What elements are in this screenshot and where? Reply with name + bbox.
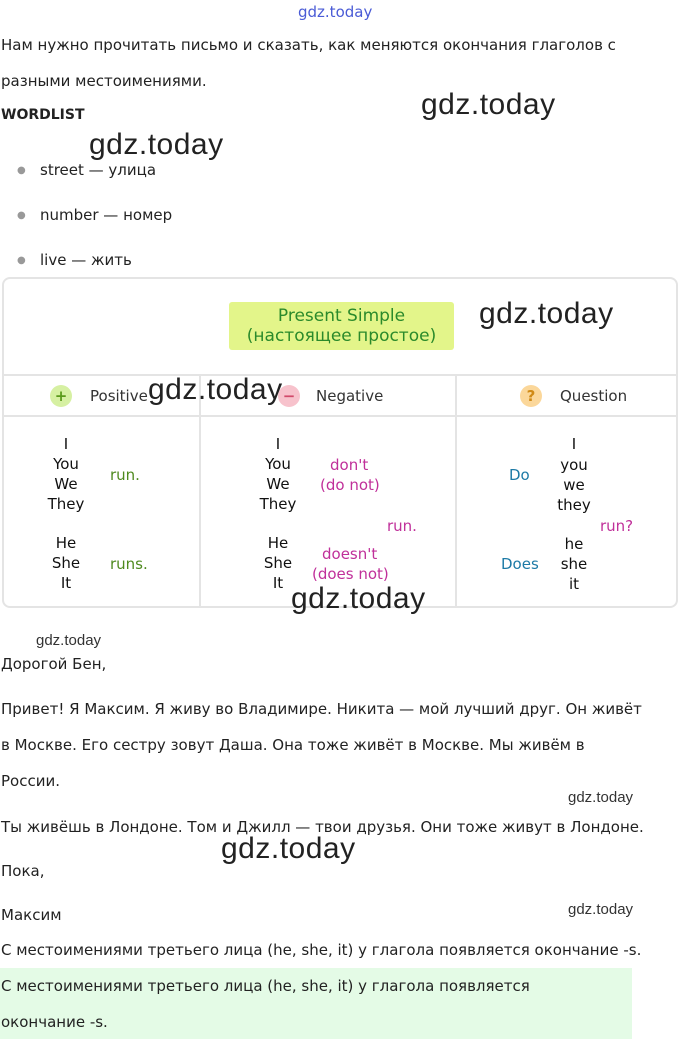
watermark: gdz.today bbox=[148, 373, 283, 406]
watermark: gdz.today bbox=[36, 632, 102, 649]
answer-highlight-line-1: С местоимениями третьего лица (he, she, it) у глагола появляется bbox=[1, 977, 530, 995]
divider bbox=[4, 374, 676, 376]
wordlist-item: street — улица bbox=[40, 161, 157, 179]
positive-verb: run. bbox=[110, 466, 140, 484]
wordlist-item: number — номер bbox=[40, 206, 173, 224]
pronoun: it bbox=[568, 575, 580, 593]
watermark: gdz.today bbox=[291, 582, 426, 615]
plus-icon: + bbox=[50, 385, 72, 407]
negative-auxiliary-s-full: (does not) bbox=[312, 565, 389, 583]
pronoun: they bbox=[557, 496, 591, 514]
negative-auxiliary-full: (do not) bbox=[320, 476, 380, 494]
pronoun: They bbox=[47, 495, 85, 513]
negative-auxiliary: don't bbox=[330, 456, 369, 474]
question-auxiliary: Do bbox=[509, 466, 530, 484]
pronoun: You bbox=[265, 455, 291, 473]
pronoun: She bbox=[51, 554, 81, 572]
pronoun: We bbox=[54, 475, 78, 493]
answer-highlight bbox=[0, 968, 632, 1039]
letter-signature: Максим bbox=[1, 906, 62, 924]
minus-icon: − bbox=[278, 385, 300, 407]
letter-greeting: Дорогой Бен, bbox=[1, 655, 107, 673]
watermark: gdz.today bbox=[568, 901, 634, 918]
answer-highlight-line-2: окончание -s. bbox=[1, 1013, 108, 1031]
grammar-title-line-2: (настоящее простое) bbox=[246, 326, 437, 346]
pronoun: I bbox=[275, 435, 281, 453]
pronoun: he bbox=[564, 535, 584, 553]
answer-text: С местоимениями третьего лица (he, she, it) у глагола появляется окончание -s. bbox=[1, 941, 642, 959]
divider bbox=[455, 375, 457, 608]
pronoun: He bbox=[267, 534, 289, 552]
wordlist-item: live — жить bbox=[40, 251, 132, 269]
letter-line: Привет! Я Максим. Я живу во Владимире. Никита — мой лучший друг. Он живёт bbox=[1, 700, 642, 718]
letter-line: Ты живёшь в Лондоне. Том и Джилл — твои друзья. Они тоже живут в Лондоне. bbox=[1, 818, 644, 836]
wordlist-heading: WORDLIST bbox=[1, 107, 85, 123]
watermark: gdz.today bbox=[479, 297, 614, 330]
pronoun: We bbox=[266, 475, 290, 493]
watermark-top: gdz.today bbox=[298, 3, 373, 21]
question-auxiliary-s: Does bbox=[501, 555, 539, 573]
letter-line: в Москве. Его сестру зовут Даша. Она тоже живёт в Москве. Мы живём в bbox=[1, 736, 585, 754]
intro-line-1: Нам нужно прочитать письмо и сказать, как меняются окончания глаголов с bbox=[1, 36, 616, 54]
watermark: gdz.today bbox=[89, 128, 224, 161]
pronoun: she bbox=[560, 555, 588, 573]
pronoun: you bbox=[560, 456, 588, 474]
grammar-title-line-1: Present Simple bbox=[277, 306, 406, 326]
watermark: gdz.today bbox=[568, 789, 634, 806]
letter-closing: Пока, bbox=[1, 862, 45, 880]
pronoun: You bbox=[53, 455, 79, 473]
bullet-icon: ● bbox=[17, 165, 26, 176]
negative-auxiliary-s: doesn't bbox=[322, 545, 378, 563]
bullet-icon: ● bbox=[17, 210, 26, 221]
divider bbox=[4, 415, 676, 417]
pronoun: I bbox=[571, 435, 577, 453]
pronoun: She bbox=[263, 554, 293, 572]
positive-verb-s: runs. bbox=[110, 555, 148, 573]
positive-header: Positive bbox=[90, 387, 148, 405]
question-header: Question bbox=[560, 387, 628, 405]
pronoun: It bbox=[272, 574, 284, 592]
negative-header: Negative bbox=[316, 387, 384, 405]
pronoun: I bbox=[63, 435, 69, 453]
negative-verb: run. bbox=[387, 517, 417, 535]
question-icon: ? bbox=[520, 385, 542, 407]
pronoun: He bbox=[55, 534, 77, 552]
intro-line-2: разными местоимениями. bbox=[1, 72, 207, 90]
bullet-icon: ● bbox=[17, 255, 26, 266]
grammar-table bbox=[2, 277, 678, 615]
watermark: gdz.today bbox=[421, 88, 556, 121]
letter-line: России. bbox=[1, 772, 60, 790]
grammar-title bbox=[229, 302, 454, 350]
divider bbox=[199, 375, 201, 608]
question-verb: run? bbox=[600, 517, 634, 535]
watermark: gdz.today bbox=[221, 832, 356, 865]
pronoun: It bbox=[60, 574, 72, 592]
pronoun: we bbox=[563, 476, 585, 494]
pronoun: They bbox=[259, 495, 297, 513]
